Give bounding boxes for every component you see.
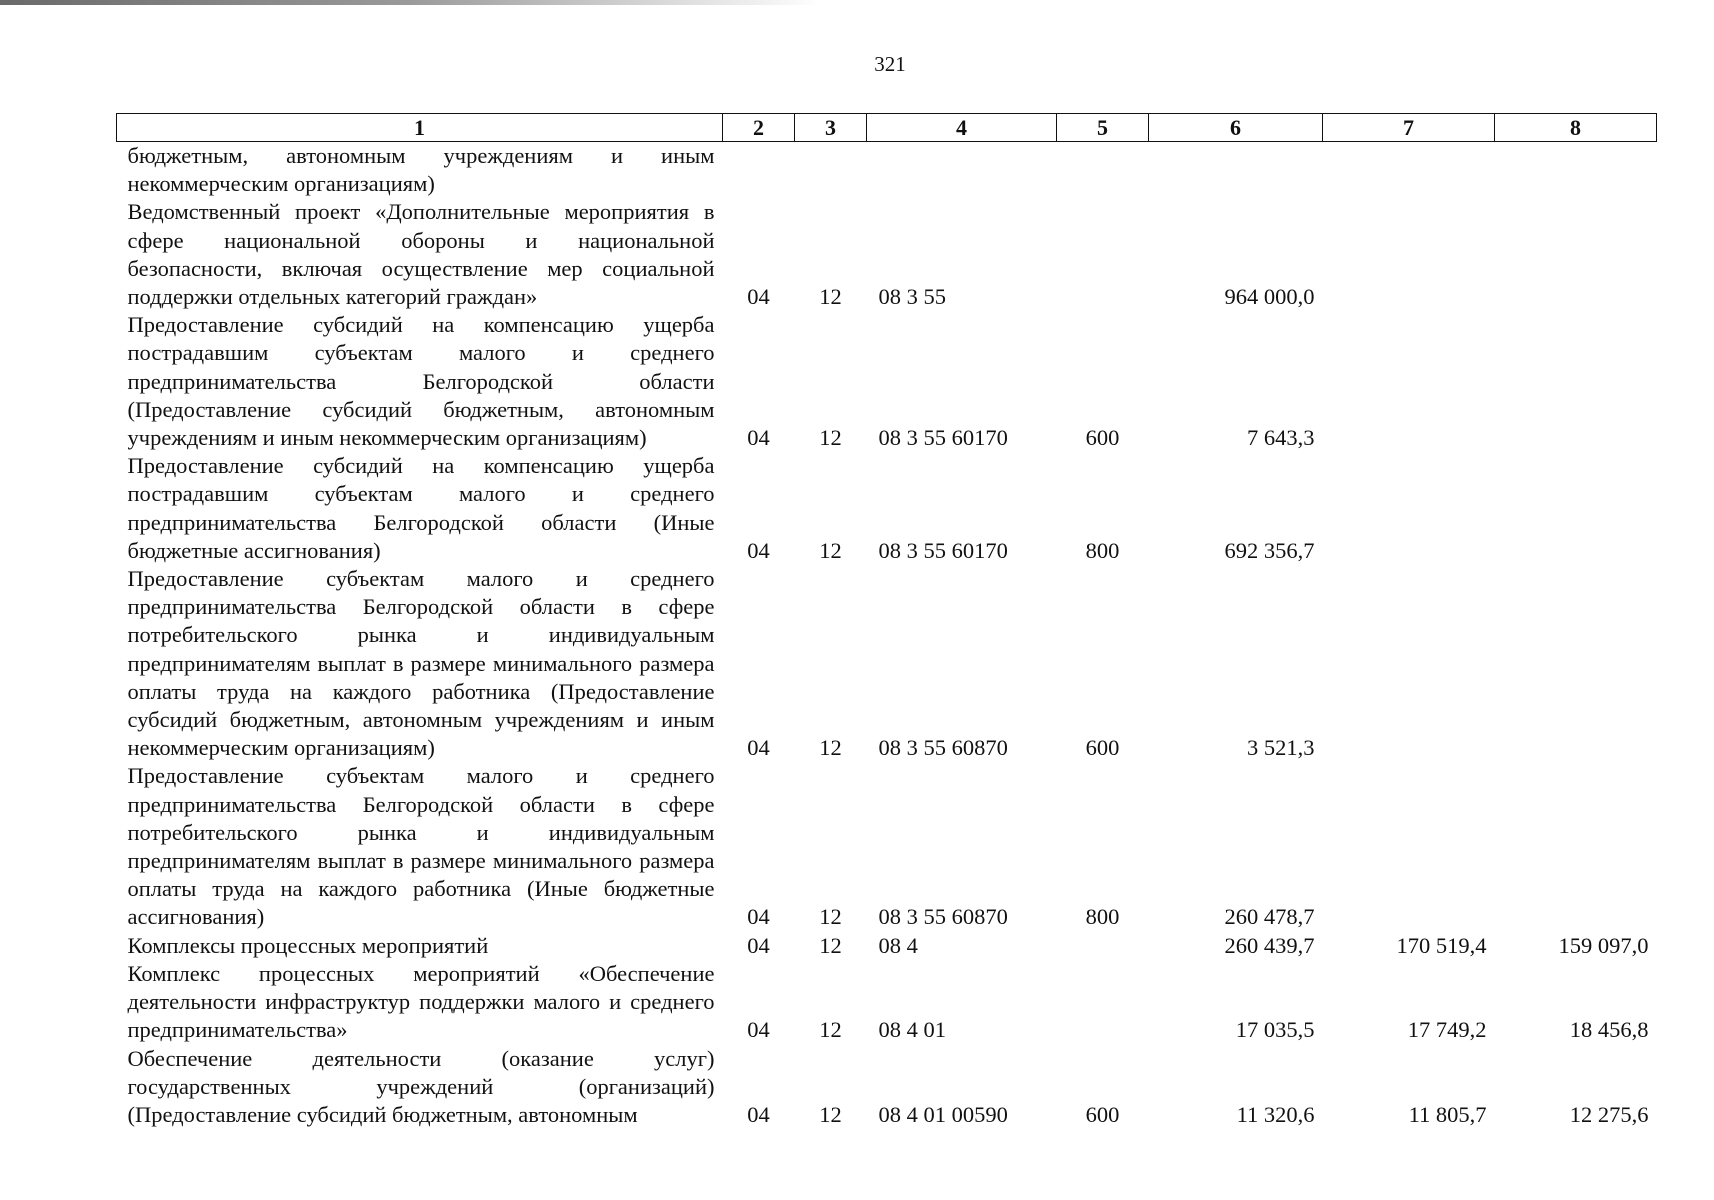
row-section: 04: [747, 284, 770, 310]
row-subsection: [795, 142, 867, 199]
row-amount-2: [1323, 198, 1495, 311]
row-amount-3: 159 097,0: [1558, 932, 1649, 958]
row-target-code: 08 4: [878, 932, 918, 958]
row-subsection: 12: [819, 1017, 842, 1043]
row-amount-1: 260 439,7: [1224, 932, 1315, 958]
table-header-row: [117, 114, 1657, 142]
scan-edge: [0, 0, 820, 5]
row-section: 04: [747, 1101, 770, 1127]
row-amount-1: 260 478,7: [1224, 904, 1315, 930]
table-row: [117, 142, 1657, 199]
row-expense-type: [1057, 932, 1149, 960]
table-row: [117, 762, 1657, 931]
row-section: 04: [747, 1017, 770, 1043]
header-col-3: 3: [795, 114, 867, 142]
row-section: 04: [747, 904, 770, 930]
row-amount-2: 17 749,2: [1407, 1017, 1487, 1043]
row-target-code: 08 3 55 60170: [878, 537, 1008, 563]
row-name: Предоставление субсидий на компенсацию ущерба пострадавшим субъектам малого и среднего предпринимательства Белгородской области (Иные бюджетные ассигнования): [127, 453, 715, 563]
row-target-code: 08 4 01 00590: [878, 1101, 1008, 1127]
row-subsection: 12: [819, 904, 842, 930]
header-col-6: 6: [1149, 114, 1323, 142]
row-target-code: [867, 142, 1057, 199]
row-target-code: 08 3 55 60870: [878, 904, 1008, 930]
table-row: [117, 198, 1657, 311]
row-amount-1: [1149, 142, 1323, 199]
row-amount-3: [1495, 762, 1657, 931]
row-amount-3: [1495, 452, 1657, 565]
row-subsection: 12: [819, 735, 842, 761]
row-expense-type: [1057, 142, 1149, 199]
row-expense-type: [1057, 198, 1149, 311]
row-amount-2: [1323, 311, 1495, 452]
row-subsection: 12: [819, 425, 842, 451]
row-amount-1: 692 356,7: [1224, 537, 1315, 563]
row-amount-1: 11 320,6: [1236, 1101, 1315, 1127]
row-subsection: 12: [819, 1101, 842, 1127]
row-amount-2: [1323, 762, 1495, 931]
row-name: Обеспечение деятельности (оказание услуг) государственных учреждений (организаций) (Предоставление субсидий бюджетным, автономным: [127, 1045, 715, 1127]
table-row: [117, 960, 1657, 1045]
budget-table: [116, 113, 1657, 1129]
row-amount-1: 964 000,0: [1224, 284, 1315, 310]
row-name: Предоставление субсидий на компенсацию ущерба пострадавшим субъектам малого и среднего предпринимательства Белгородской области (Предоставление субсидий бюджетным, автономным учреждениям и иным некоммерческим организациям): [127, 312, 715, 451]
page-number: 321: [874, 52, 906, 76]
row-amount-3: [1495, 311, 1657, 452]
header-col-4: 4: [867, 114, 1057, 142]
table-row: [117, 452, 1657, 565]
table-row: [117, 932, 1657, 960]
row-amount-2: [1323, 452, 1495, 565]
row-section: 04: [747, 425, 770, 451]
row-amount-3: [1495, 565, 1657, 762]
row-name: бюджетным, автономным учреждениям и иным некоммерческим организациям): [127, 143, 715, 197]
table-row: [117, 565, 1657, 762]
row-expense-type: 600: [1085, 425, 1120, 451]
row-target-code: 08 3 55 60170: [878, 425, 1008, 451]
row-target-code: 08 3 55: [878, 284, 946, 310]
row-section: 04: [747, 537, 770, 563]
row-target-code: 08 3 55 60870: [878, 735, 1008, 761]
row-amount-1: 17 035,5: [1235, 1017, 1315, 1043]
row-amount-2: 170 519,4: [1396, 932, 1487, 958]
header-col-5: 5: [1057, 114, 1149, 142]
row-expense-type: 600: [1085, 735, 1120, 761]
row-amount-3: [1495, 142, 1657, 199]
header-col-1: 1: [117, 114, 723, 142]
row-amount-2: [1323, 565, 1495, 762]
row-expense-type: 800: [1085, 537, 1120, 563]
row-subsection: 12: [819, 932, 842, 958]
row-expense-type: 800: [1085, 904, 1120, 930]
row-section: 04: [747, 735, 770, 761]
row-section: [723, 142, 795, 199]
row-expense-type: 600: [1085, 1101, 1120, 1127]
table-row: [117, 1045, 1657, 1130]
row-name: Предоставление субъектам малого и среднего предпринимательства Белгородской области в сфере потребительского рынка и индивидуальным предпринимателям выплат в размере минимального размера оплаты труда на каждого работника (Иные бюджетные ассигнования): [127, 763, 715, 930]
header-col-8: 8: [1495, 114, 1657, 142]
row-amount-3: 18 456,8: [1569, 1017, 1649, 1043]
row-name: Комплексы процессных мероприятий: [127, 932, 489, 958]
row-name: Ведомственный проект «Дополнительные мероприятия в сфере национальной обороны и национальной безопасности, включая осуществление мер социальной поддержки отдельных категорий граждан»: [127, 199, 715, 310]
row-subsection: 12: [819, 284, 842, 310]
header-col-2: 2: [723, 114, 795, 142]
header-col-7: 7: [1323, 114, 1495, 142]
row-name: Комплекс процессных мероприятий «Обеспечение деятельности инфраструктур поддержки малого и среднего предпринимательства»: [127, 960, 715, 1043]
table-row: [117, 311, 1657, 452]
row-amount-1: 7 643,3: [1247, 425, 1315, 451]
row-amount-3: 12 275,6: [1569, 1101, 1649, 1127]
row-section: 04: [747, 932, 770, 958]
row-amount-2: 11 805,7: [1408, 1101, 1487, 1127]
row-amount-1: 3 521,3: [1247, 735, 1315, 761]
row-amount-2: [1323, 142, 1495, 199]
row-amount-3: [1495, 198, 1657, 311]
row-expense-type: [1057, 960, 1149, 1045]
row-target-code: 08 4 01: [878, 1017, 946, 1043]
row-subsection: 12: [819, 537, 842, 563]
row-name: Предоставление субъектам малого и среднего предпринимательства Белгородской области в сфере потребительского рынка и индивидуальным предпринимателям выплат в размере минимального размера оплаты труда на каждого работника (Предоставление субсидий бюджетным, автономным учреждениям и иным некоммерческим организациям): [127, 566, 715, 761]
